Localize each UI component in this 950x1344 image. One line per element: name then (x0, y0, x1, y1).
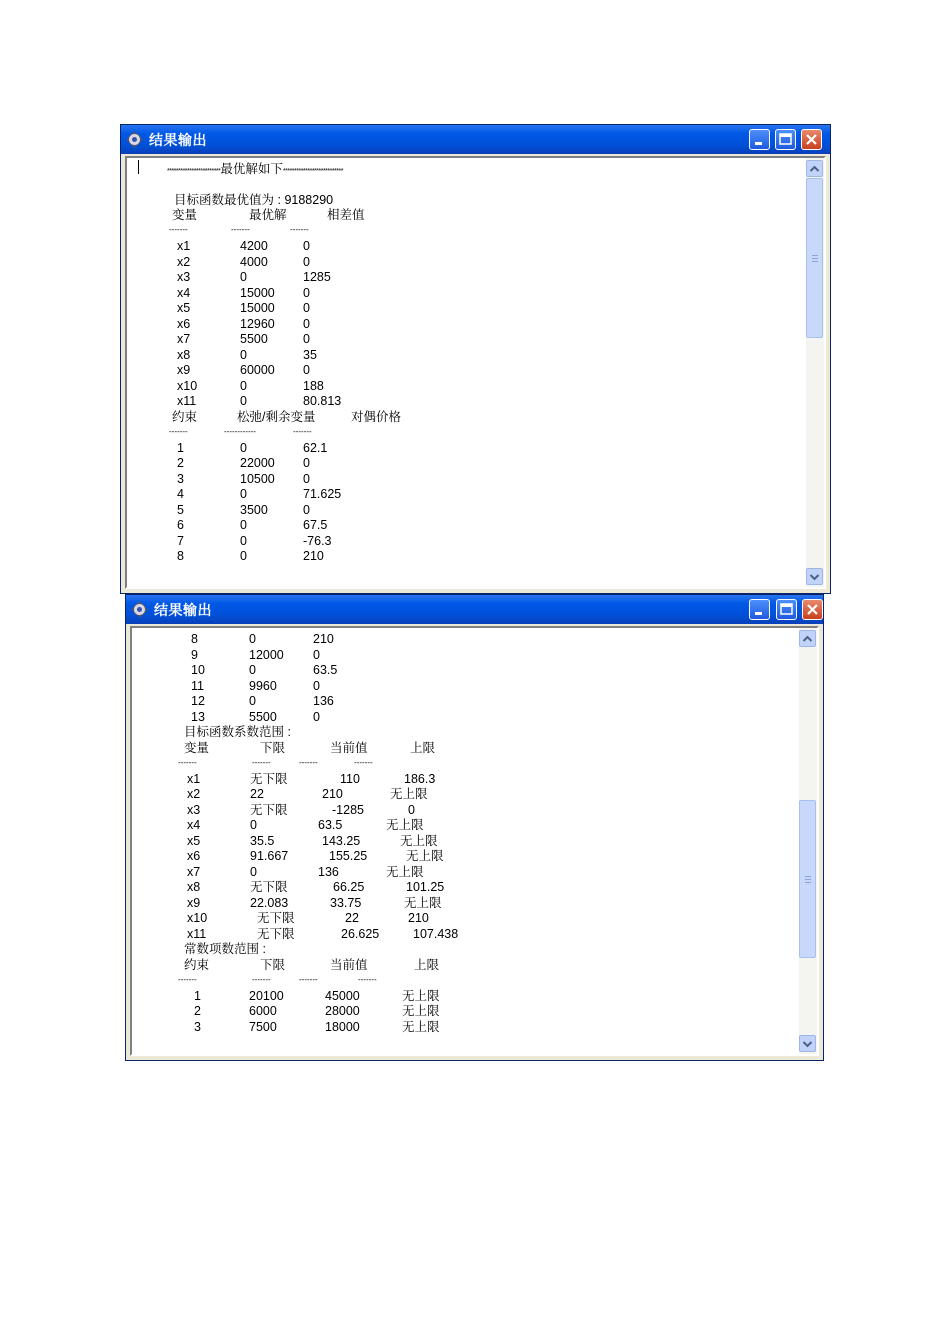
constraint-id: 10 (191, 663, 205, 677)
reduced-cost: 0 (303, 301, 310, 315)
upper-bound: 210 (408, 911, 429, 925)
column-header: 变量 (172, 208, 198, 222)
lower-bound: 22.083 (250, 895, 289, 910)
dual-price: 71.625 (303, 487, 342, 501)
variable-name: x11 (177, 394, 197, 408)
variable-name: x8 (177, 347, 191, 362)
current-value: -1285 (332, 802, 364, 817)
column-header: 对偶价格 (351, 409, 402, 424)
slack-value: 9960 (249, 678, 277, 693)
current-value: 210 (322, 787, 343, 801)
lower-bound: 35.5 (250, 833, 275, 848)
variable-name: x9 (177, 363, 191, 377)
upper-bound: 无上限 (402, 1019, 440, 1034)
column-header: 当前值 (330, 740, 368, 755)
constraint-id: 12 (191, 694, 205, 708)
variable-name: x10 (177, 378, 198, 393)
separator: ------- (299, 757, 318, 767)
window-title: 结果输出 (149, 133, 207, 149)
optimal-value: 0 (240, 394, 247, 408)
separator: ------- (231, 225, 250, 234)
lower-bound: 22 (250, 787, 264, 801)
chevron-down-icon (800, 1036, 815, 1051)
dual-price: 210 (303, 549, 324, 563)
vertical-scrollbar[interactable] (799, 628, 817, 1054)
upper-bound: 101.25 (406, 880, 445, 894)
column-header: 松弛/剩余变量 (237, 409, 316, 424)
constraint-id: 2 (194, 1004, 201, 1018)
constraint-id: 9 (191, 647, 198, 662)
variable-name: x8 (187, 880, 201, 894)
slack-value: 12000 (249, 647, 284, 662)
variable-name: x2 (187, 787, 201, 801)
scroll-up-button[interactable] (806, 160, 823, 177)
slack-value: 3500 (240, 502, 268, 517)
slack-value: 0 (240, 549, 247, 563)
scroll-thumb[interactable] (799, 800, 816, 958)
upper-bound: 0 (408, 802, 415, 817)
column-header: 上限 (414, 957, 440, 972)
optimal-value: 15000 (240, 301, 275, 315)
scroll-up-button[interactable] (799, 630, 816, 647)
current-value: 110 (340, 771, 360, 786)
column-header: 下限 (260, 740, 286, 755)
dual-price: 0 (313, 709, 320, 724)
constraint-id: 6 (177, 518, 184, 532)
scroll-down-button[interactable] (806, 568, 823, 585)
vertical-scrollbar[interactable] (806, 158, 824, 587)
current-value: 66.25 (333, 880, 365, 894)
constraint-id: 5 (177, 502, 184, 517)
maximize-button[interactable] (775, 129, 796, 150)
minimize-icon (750, 130, 769, 149)
separator: ------- (293, 426, 312, 436)
close-button[interactable] (801, 129, 822, 150)
reduced-cost: 0 (303, 363, 310, 377)
slack-value: 0 (240, 533, 247, 548)
maximize-icon (777, 600, 796, 619)
variable-name: x4 (177, 285, 191, 300)
slack-value: 0 (240, 487, 247, 501)
current-value: 155.25 (329, 849, 368, 863)
maximize-button[interactable] (776, 599, 797, 620)
separator: ------- (290, 225, 309, 234)
result-window-1 (120, 124, 831, 594)
constraint-id: 3 (177, 471, 184, 486)
dual-price: 63.5 (313, 663, 338, 677)
reduced-cost: 80.813 (303, 394, 342, 408)
dual-price: -76.3 (303, 533, 332, 548)
lower-bound: 91.667 (250, 849, 289, 863)
current-value: 26.625 (341, 926, 380, 941)
reduced-cost: 0 (303, 316, 310, 331)
upper-bound: 无上限 (406, 849, 444, 863)
separator: ------------ (224, 426, 256, 436)
column-header: 上限 (410, 740, 436, 755)
minimize-button[interactable] (749, 599, 770, 620)
constraint-id: 8 (191, 632, 198, 646)
variable-name: x4 (187, 818, 201, 832)
dual-price: 0 (303, 471, 310, 486)
output-area[interactable] (130, 626, 819, 1056)
reduced-cost: 188 (303, 378, 324, 393)
minimize-button[interactable] (749, 129, 770, 150)
lower-bound: 7500 (249, 1019, 277, 1034)
column-header: 变量 (184, 740, 210, 755)
upper-bound: 无上限 (402, 1004, 440, 1018)
constraint-id: 1 (194, 988, 201, 1003)
lower-bound: 0 (250, 864, 257, 879)
output-text (127, 158, 806, 587)
minimize-icon (750, 600, 769, 619)
reduced-cost: 0 (303, 254, 310, 269)
variable-name: x3 (187, 802, 201, 817)
current-value: 136 (318, 864, 339, 879)
output-text (132, 628, 799, 1054)
separator: ------- (252, 974, 271, 984)
variable-name: x7 (187, 864, 201, 879)
constraint-id: 13 (191, 709, 205, 724)
upper-bound: 无上限 (404, 895, 442, 910)
separator: ------- (178, 974, 197, 984)
slack-value: 10500 (240, 471, 275, 486)
gear-icon (126, 131, 143, 148)
window-title: 结果输出 (154, 603, 212, 619)
variable-name: x11 (187, 926, 207, 941)
lower-bound: 无下限 (250, 802, 288, 817)
slack-value: 0 (240, 440, 247, 455)
separator: ------- (169, 225, 188, 234)
variable-name: x10 (187, 911, 208, 925)
constraint-id: 7 (177, 533, 184, 548)
output-area[interactable] (125, 156, 826, 589)
current-value: 28000 (325, 1004, 360, 1018)
separator: ------- (169, 426, 188, 436)
close-icon (803, 600, 822, 619)
lower-bound: 6000 (249, 1004, 277, 1018)
reduced-cost: 0 (303, 332, 310, 346)
objective-line: 目标函数最优值为 : 9188290 (174, 193, 334, 207)
optimal-value: 0 (240, 270, 247, 284)
constraint-id: 11 (191, 678, 204, 693)
variable-name: x5 (177, 301, 191, 315)
optimal-value: 5500 (240, 332, 268, 346)
lower-bound: 0 (250, 818, 257, 832)
upper-bound: 无上限 (386, 864, 424, 879)
upper-bound: 107.438 (413, 926, 459, 941)
dual-price: 0 (303, 502, 310, 517)
banner: ************************最优解如下*************************** (167, 162, 343, 176)
variable-name: x2 (177, 254, 191, 269)
dual-price: 0 (313, 678, 320, 693)
optimal-value: 15000 (240, 285, 275, 300)
column-header: 当前值 (330, 957, 368, 972)
dual-price: 62.1 (303, 440, 328, 455)
section-title: 目标函数系数范围 : (184, 725, 291, 739)
optimal-value: 4200 (240, 239, 268, 253)
slack-value: 5500 (249, 709, 277, 724)
current-value: 143.25 (322, 833, 361, 848)
lower-bound: 无下限 (250, 771, 288, 786)
chevron-up-icon (800, 631, 815, 646)
result-window-2 (125, 594, 824, 1061)
dual-price: 210 (313, 632, 334, 646)
scroll-down-button[interactable] (799, 1035, 816, 1052)
upper-bound: 无上限 (400, 833, 438, 848)
constraint-id: 2 (177, 456, 184, 470)
chevron-down-icon (807, 569, 822, 584)
column-header: 下限 (260, 957, 286, 972)
optimal-value: 4000 (240, 254, 268, 269)
lower-bound: 无下限 (257, 911, 295, 925)
gear-icon (131, 601, 148, 618)
current-value: 22 (345, 911, 359, 925)
variable-name: x3 (177, 270, 191, 284)
slack-value: 22000 (240, 456, 275, 470)
upper-bound: 无上限 (386, 818, 424, 832)
column-header: 约束 (184, 957, 210, 972)
variable-name: x1 (177, 239, 191, 253)
lower-bound: 无下限 (257, 926, 295, 941)
column-header: 相差值 (327, 208, 365, 222)
title-bar[interactable] (121, 125, 830, 154)
dual-price: 0 (313, 647, 320, 662)
reduced-cost: 35 (303, 347, 317, 362)
current-value: 33.75 (330, 895, 362, 910)
slack-value: 0 (249, 663, 256, 677)
column-header: 约束 (172, 409, 198, 424)
reduced-cost: 1285 (303, 270, 331, 284)
variable-name: x6 (177, 316, 191, 331)
scroll-thumb[interactable] (806, 178, 823, 338)
constraint-id: 3 (194, 1019, 201, 1034)
maximize-icon (776, 130, 795, 149)
dual-price: 67.5 (303, 518, 328, 532)
slack-value: 0 (240, 518, 247, 532)
optimal-value: 0 (240, 378, 247, 393)
optimal-value: 12960 (240, 316, 275, 331)
column-header: 最优解 (249, 208, 287, 222)
variable-name: x1 (187, 771, 201, 786)
current-value: 63.5 (318, 818, 343, 832)
lower-bound: 无下限 (250, 880, 288, 894)
close-icon (802, 130, 821, 149)
constraint-id: 8 (177, 549, 184, 563)
slack-value: 0 (249, 694, 256, 708)
optimal-value: 60000 (240, 363, 275, 377)
chevron-up-icon (807, 161, 822, 176)
variable-name: x9 (187, 895, 201, 910)
dual-price: 0 (303, 456, 310, 470)
separator: ------- (358, 974, 377, 984)
separator: ------- (252, 757, 271, 767)
separator: ------- (299, 974, 318, 984)
variable-name: x6 (187, 849, 201, 863)
upper-bound: 无上限 (390, 787, 428, 801)
close-button[interactable] (802, 599, 823, 620)
constraint-id: 4 (177, 487, 184, 501)
upper-bound: 186.3 (404, 771, 436, 786)
variable-name: x5 (187, 833, 201, 848)
reduced-cost: 0 (303, 239, 310, 253)
dual-price: 136 (313, 694, 334, 708)
title-bar[interactable] (126, 595, 823, 624)
current-value: 18000 (325, 1019, 360, 1034)
lower-bound: 20100 (249, 988, 284, 1003)
reduced-cost: 0 (303, 285, 310, 300)
optimal-value: 0 (240, 347, 247, 362)
upper-bound: 无上限 (402, 988, 440, 1003)
text-caret (138, 160, 139, 174)
separator: ------- (178, 757, 197, 767)
variable-name: x7 (177, 332, 191, 346)
constraint-id: 1 (177, 440, 184, 455)
slack-value: 0 (249, 632, 256, 646)
current-value: 45000 (325, 988, 360, 1003)
section-title: 常数项数范围 : (184, 942, 266, 956)
separator: ------- (354, 757, 373, 767)
